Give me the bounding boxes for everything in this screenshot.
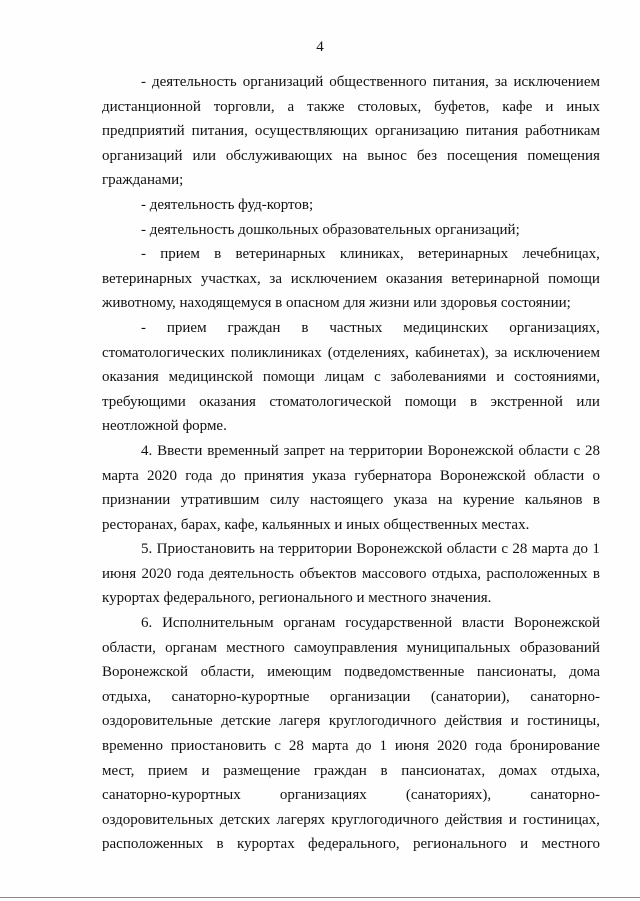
document-body — [102, 70, 600, 857]
text-line: животному, находящемуся в опасном для жизни или здоровья состоянии; — [102, 295, 571, 312]
text-line: оздоровительных детских лагерях круглогодичного действия и гостиницах, — [102, 811, 600, 828]
text-line: области, органам местного самоуправления муниципальных образований — [102, 639, 600, 656]
text-line: оказания медицинской помощи лицам с заболеваниями и состояниями, — [102, 369, 600, 386]
text-line: временно приостановить с 28 марта до 1 июня 2020 года бронирование — [102, 738, 600, 755]
text-line: 4. Ввести временный запрет на территории Воронежской области с 28 — [141, 442, 600, 459]
text-line: - прием граждан в частных медицинских организациях, — [141, 319, 600, 336]
text-line: марта 2020 года до принятия указа губернатора Воронежской области о — [102, 467, 600, 484]
text-line: расположенных в курортах федерального, регионального и местного — [102, 836, 600, 853]
text-line: отдыха, санаторно-курортные организации (санатории), санаторно- — [102, 688, 600, 705]
text-line: ресторанах, барах, кафе, кальянных и иных общественных местах. — [102, 516, 530, 533]
text-line: требующими оказания стоматологической помощи в экстренной или — [102, 393, 600, 410]
page-number: 4 — [316, 39, 324, 55]
text-line: мест, прием и размещение граждан в пансионатах, домах отдыха, — [102, 762, 600, 779]
text-line: предприятий питания, осуществляющих организацию питания работникам — [102, 123, 600, 140]
text-line: стоматологических поликлиниках (отделениях, кабинетах), за исключением — [102, 344, 600, 361]
text-line: ветеринарных участках, за исключением оказания ветеринарной помощи — [102, 270, 600, 287]
text-line: дистанционной торговли, а также столовых, буфетов, кафе и иных — [102, 98, 600, 115]
text-line: - деятельность организаций общественного питания, за исключением — [141, 74, 600, 90]
text-line: неотложной форме. — [102, 418, 227, 435]
text-line: санаторно-курортных организациях (санаториях), санаторно- — [102, 787, 600, 804]
text-line: июня 2020 года деятельность объектов массового отдыха, расположенных в — [102, 565, 600, 582]
text-line: - прием в ветеринарных клиниках, ветеринарных лечебницах, — [141, 246, 600, 263]
bottom-divider — [0, 897, 640, 898]
text-line: оздоровительные детские лагеря круглогодичного действия и гостиницы, — [102, 713, 600, 730]
text-line: 6. Исполнительным органам государственной власти Воронежской — [141, 615, 600, 632]
text-line: - деятельность фуд-кортов; — [141, 196, 314, 213]
text-line: признании утратившим силу настоящего указа на курение кальянов в — [102, 492, 600, 509]
text-line: курортах федерального, регионального и местного значения. — [102, 590, 492, 607]
text-line: - деятельность дошкольных образовательных организаций; — [141, 221, 520, 238]
text-line: организаций или обслуживающих на вынос без посещения помещения — [102, 147, 600, 164]
text-line: Воронежской области, имеющим подведомственные пансионаты, дома — [102, 664, 600, 681]
text-line: гражданами; — [102, 172, 184, 189]
text-line: 5. Приостановить на территории Воронежской области с 28 марта до 1 — [141, 541, 600, 558]
